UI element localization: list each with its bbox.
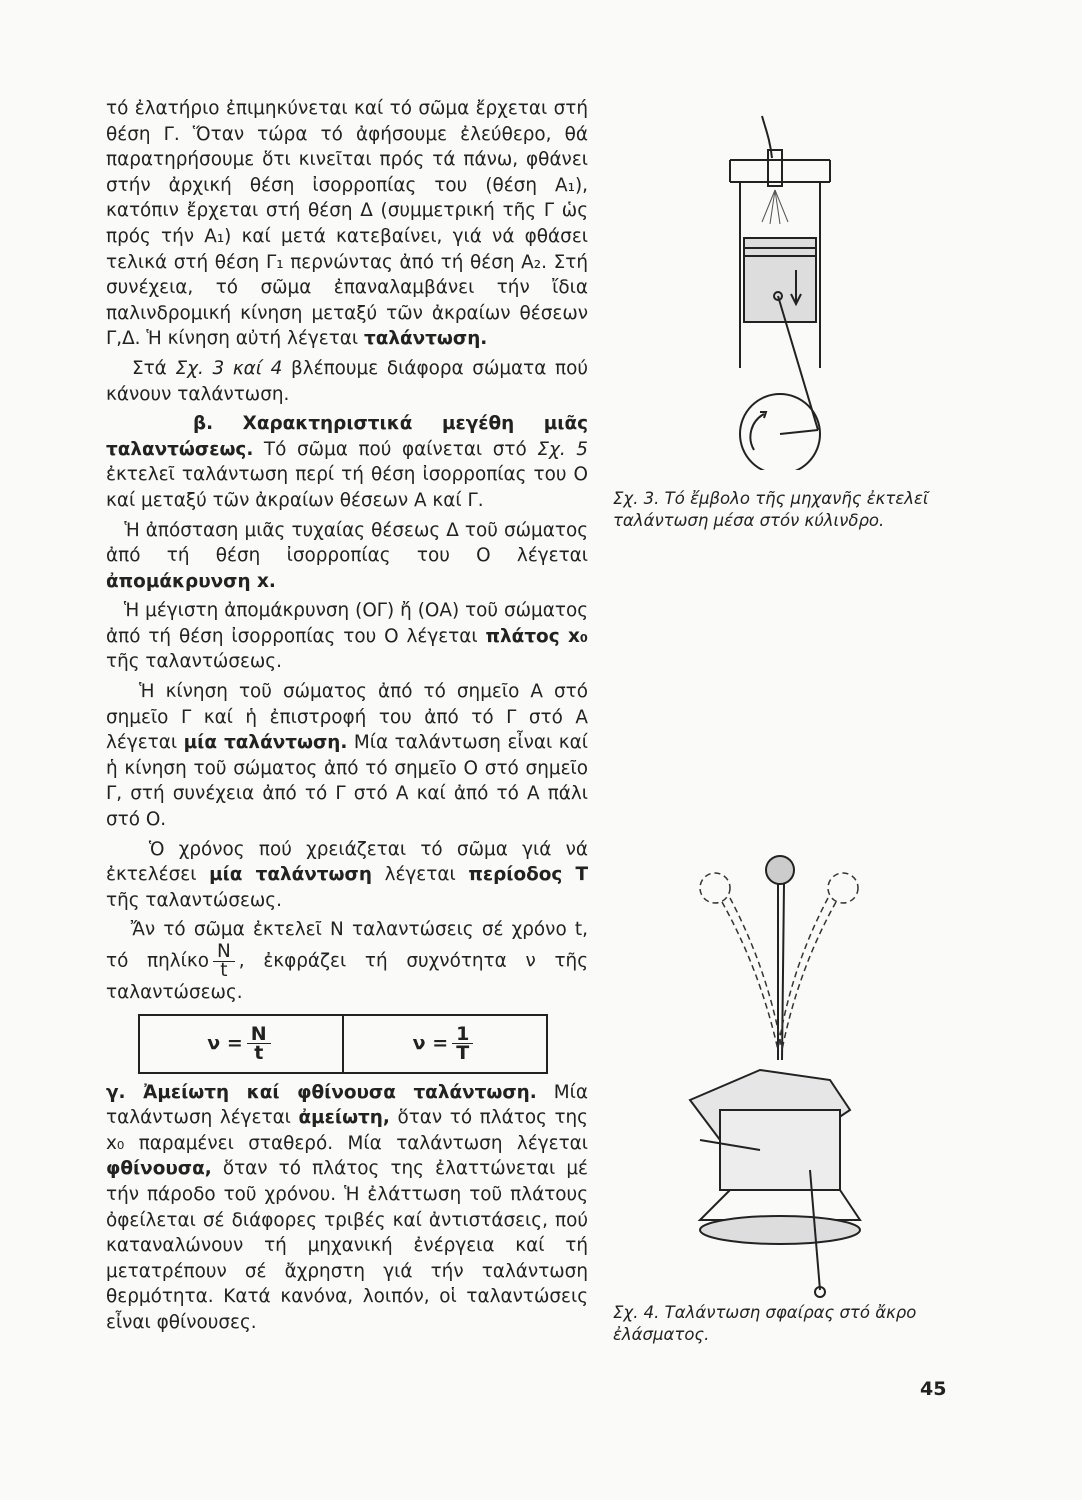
- paragraph-2: Στά Σχ. 3 καί 4 βλέπουμε διάφορα σώματα πού κάνουν ταλάντωση.: [106, 357, 588, 405]
- section-beta: β. Χαρακτηριστικά μεγέθη μιᾶς ταλαντώσεως. Τό σῶμα πού φαίνεται στό Σχ. 5 ἐκτελεῖ ταλάντωση περί τή θέση ἰσορροπίας του Ο καί μεταξύ τῶν ἀκραίων θέσεων Α καί Γ.: [106, 413, 588, 511]
- page-number: 45: [920, 1378, 947, 1400]
- figure-3-caption: Σχ. 3. Τό ἔμβολο τῆς μηχανῆς ἐκτελεῖ ταλάντωση μέσα στόν κύλινδρο.: [613, 489, 929, 530]
- frequency-formula-box: [138, 1014, 548, 1074]
- fraction-n-over-t: $\frac{N}{t}$: [213, 943, 235, 980]
- formula-nu-equals-one-over-t: ν = $\frac{1}{T}$: [342, 1016, 546, 1072]
- main-text-column: [106, 96, 588, 1340]
- figure-3-piston-drawing: [700, 110, 860, 470]
- paragraph-period: Ὁ χρόνος πού χρειάζεται τό σῶμα γιά νά ἐκτελέσει μία ταλάντωση λέγεται περίοδος Τ τῆς ταλαντώσεως.: [106, 838, 588, 911]
- figure-4-vise-drawing: [660, 840, 880, 1300]
- paragraph-displacement: Ἡ ἀπόσταση μιᾶς τυχαίας θέσεως Δ τοῦ σώματος ἀπό τή θέση ἰσορροπίας του Ο λέγεται ἀπομάκρυνση x.: [106, 519, 589, 592]
- figure-4-caption: Σχ. 4. Ταλάντωση σφαίρας στό ἄκρο ἐλάσματος.: [613, 1303, 917, 1344]
- paragraph-frequency: Ἄν τό σῶμα ἐκτελεῖ Ν ταλαντώσεις σέ χρόνο t, τό πηλίκο $\frac{N}{t}$ , ἐκφράζει τή συχνότητα ν τῆς ταλαντώσεως.: [106, 919, 588, 1003]
- paragraph-one-oscillation: Ἡ κίνηση τοῦ σώματος ἀπό τό σημεῖο Α στό σημεῖο Γ καί ἡ ἐπιστροφή του ἀπό τό Γ στό Α λέγεται μία ταλάντωση. Μία ταλάντωση εἶναι καί ἡ κίνηση τοῦ σώματος ἀπό τό σημεῖο Ο στό σημεῖο Γ, στή συνέχεια ἀπό τό Γ στό Α καί ἀπό τό Α πάλι στό Ο.: [106, 681, 588, 831]
- paragraph-1: τό ἐλατήριο ἐπιμηκύνεται καί τό σῶμα ἔρχεται στή θέση Γ. Ὅταν τώρα τό ἀφήσουμε ἐλεύθερο, θά παρατηρήσουμε ὅτι κινεῖται πρός τά πάνω, φθάνει στήν ἀρχική θέση ἰσορροπίας του (θέση Α₁), κατόπιν ἔρχεται στή θέση Δ (συμμετρική τῆς Γ ὡς πρός τήν Α₁) καί μετά κατεβαίνει, γιά νά φθάσει τελικά στή θέση Γ₁ περνώντας ἀπό τή θέση Α₂. Στή συνέχεια, τό σῶμα ἐπαναλαμβάνει τήν ἴδια παλινδρομική κίνηση μεταξύ τῶν ἀκραίων θέσεων Γ,Δ. Ἡ κίνηση αὐτή λέγεται ταλάντωση.: [106, 98, 588, 350]
- paragraph-amplitude: Ἡ μέγιστη ἀπομάκρυνση (ΟΓ) ἤ (ΟΑ) τοῦ σώματος ἀπό τή θέση ἰσορροπίας του Ο λέγεται πλάτος x₀ τῆς ταλαντώσεως.: [106, 600, 588, 673]
- formula-nu-equals-n-over-t: ν = $\frac{N}{t}$: [140, 1016, 342, 1072]
- section-gamma: γ. Ἀμείωτη καί φθίνουσα ταλάντωση. Μία ταλάντωση λέγεται ἀμείωτη, ὅταν τό πλάτος της x₀ παραμένει σταθερό. Μία ταλάντωση λέγεται φθίνουσα, ὅταν τό πλάτος της ἐλαττώνεται μέ τήν πάροδο τοῦ χρόνου. Ἡ ἐλάττωση τοῦ πλάτους ὀφείλεται σέ διάφορες τριβές καί ἀντιστάσεις, πού καταναλώνουν τή μηχανική ἐνέργεια καί τή μετατρέπουν σέ ἄχρηστη γιά τήν ταλάντωση θερμότητα. Κατά κανόνα, λοιπόν, οἱ ταλαντώσεις εἶναι φθίνουσες.: [106, 1081, 588, 1333]
